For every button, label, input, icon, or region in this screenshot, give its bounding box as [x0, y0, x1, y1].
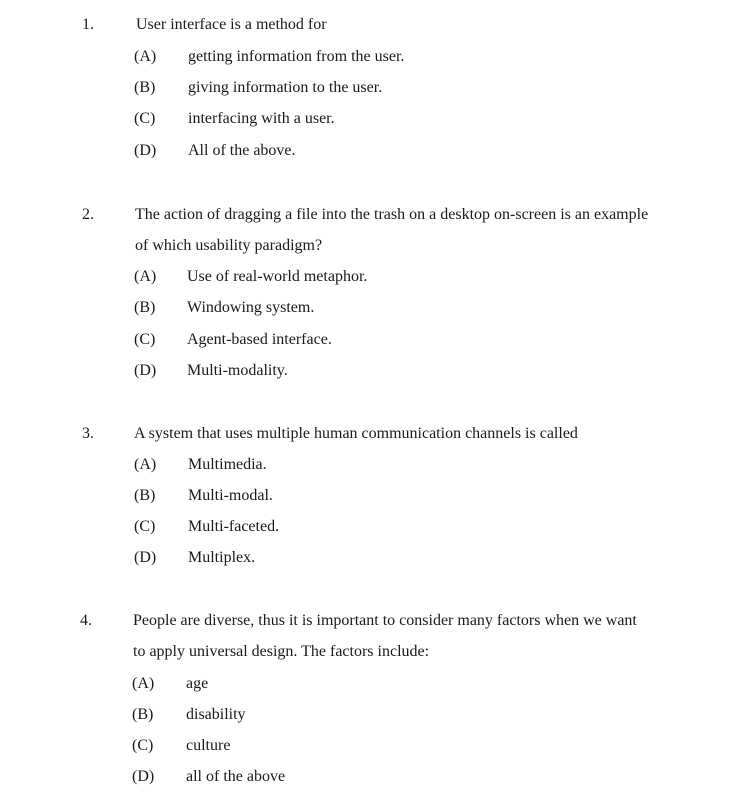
- option-label: (A): [134, 268, 157, 285]
- question-stem-line-1: People are diverse, thus it is important to consider many factors when we want: [133, 612, 637, 629]
- option-text: Agent-based interface.: [187, 331, 332, 348]
- option-text: Multiplex.: [188, 549, 256, 566]
- question-stem: User interface is a method for: [136, 16, 327, 33]
- question-stem-line-1: The action of dragging a file into the trash on a desktop on-screen is an example: [135, 206, 649, 223]
- option-text: Multi-modality.: [187, 362, 288, 379]
- option-text: getting information from the user.: [188, 48, 405, 65]
- option-text: interfacing with a user.: [188, 110, 335, 127]
- question-number: 2.: [82, 206, 94, 223]
- option-text: Windowing system.: [187, 299, 315, 316]
- option-text: Multimedia.: [188, 456, 267, 473]
- option-label: (B): [132, 706, 154, 723]
- option-label: (C): [132, 737, 154, 754]
- option-text: Use of real-world metaphor.: [187, 268, 368, 285]
- option-text: All of the above.: [188, 142, 296, 159]
- option-text: giving information to the user.: [188, 79, 383, 96]
- option-text: all of the above: [186, 768, 286, 785]
- question-stem: A system that uses multiple human communication channels is called: [134, 425, 578, 442]
- option-label: (C): [134, 331, 156, 348]
- option-label: (C): [134, 518, 156, 535]
- option-label: (B): [134, 79, 156, 96]
- question-number: 3.: [82, 425, 94, 442]
- option-text: culture: [186, 737, 231, 754]
- option-text: disability: [186, 706, 246, 723]
- option-label: (D): [134, 362, 157, 379]
- option-text: Multi-modal.: [188, 487, 273, 504]
- question-stem-line-2: of which usability paradigm?: [135, 237, 323, 254]
- option-label: (A): [134, 48, 157, 65]
- option-label: (B): [134, 487, 156, 504]
- option-text: age: [186, 675, 209, 692]
- option-label: (D): [134, 549, 157, 566]
- option-text: Multi-faceted.: [188, 518, 280, 535]
- option-label: (D): [134, 142, 157, 159]
- option-label: (C): [134, 110, 156, 127]
- option-label: (A): [132, 675, 155, 692]
- question-number: 4.: [80, 612, 92, 629]
- question-number: 1.: [82, 16, 94, 33]
- option-label: (D): [132, 768, 155, 785]
- option-label: (B): [134, 299, 156, 316]
- option-label: (A): [134, 456, 157, 473]
- question-stem-line-2: to apply universal design. The factors include:: [133, 643, 430, 660]
